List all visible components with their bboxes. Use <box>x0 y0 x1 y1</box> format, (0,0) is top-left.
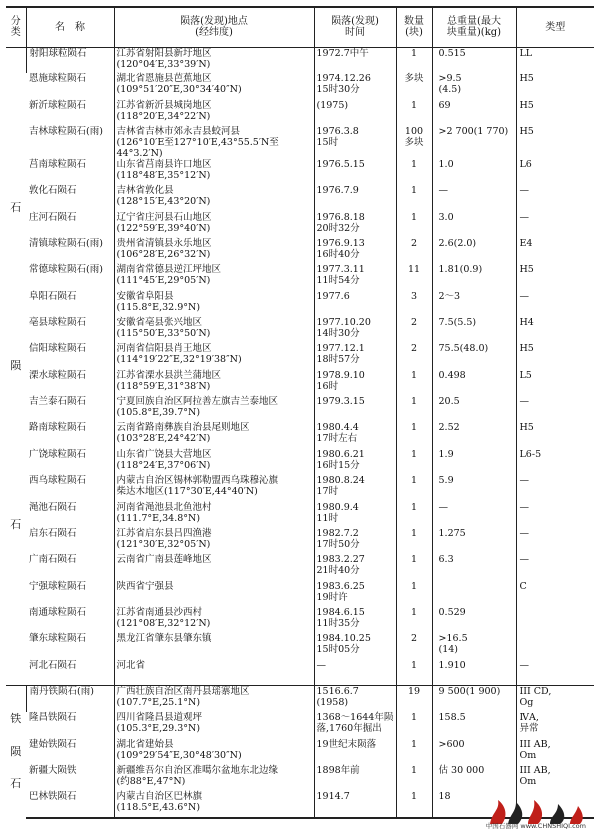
cell-name: 常德球粒陨石(雨) <box>29 264 103 276</box>
cell-weight: — <box>432 185 516 211</box>
cell-weight: >16.5 (14) <box>432 633 516 659</box>
cell-weight: >2 700(1 770) <box>432 126 516 159</box>
cell-type: L6 <box>516 159 594 185</box>
cell-type: — <box>516 212 594 238</box>
table-row <box>6 554 594 580</box>
header-weight: 总重量(最大 块重量)(kg) <box>432 7 516 47</box>
cell-time: 1977.10.20 14时30分 <box>314 317 396 343</box>
cell-count: 1 <box>396 100 432 126</box>
cell-location: 江苏省新沂县城岗地区 (118°20′E,34°22′N) <box>114 100 314 126</box>
site-watermark <box>482 794 592 832</box>
table-row <box>6 343 594 369</box>
cell-name: 巴林铁陨石 <box>26 791 114 817</box>
cell-time: 1914.7 <box>314 791 396 817</box>
cell-time: 19世纪末陨落 <box>314 739 396 765</box>
table-row <box>6 528 594 554</box>
table-row <box>6 422 594 448</box>
cell-location: 湖北省恩施县芭蕉地区 (109°51′20″E,30°34′40″N) <box>114 73 314 99</box>
cell-location: 贵州省清镇县永乐地区 (106°28′E,26°32′N) <box>114 238 314 264</box>
cell-time: 1980.6.21 16时15分 <box>314 449 396 475</box>
header-location: 陨落(发现)地点 (经纬度) <box>114 7 314 47</box>
table-row <box>6 159 594 185</box>
cell-name: 吉林球粒陨石(雨) <box>29 126 103 138</box>
cell-weight: 0.498 <box>432 370 516 396</box>
cell-name: 启东石陨石 <box>29 527 77 539</box>
cell-location: 山东省广饶县大营地区 (118°24′E,37°06′N) <box>114 449 314 475</box>
cell-weight: 0.515 <box>432 47 516 73</box>
table-row <box>6 317 594 343</box>
cell-time: 1976.3.8 15时 <box>314 126 396 159</box>
cell-weight: 2～3 <box>432 291 516 317</box>
header-category: 分类 <box>6 7 26 47</box>
cell-count: 1 <box>396 212 432 238</box>
cell-weight: 158.5 <box>432 712 516 738</box>
cell-count: 2 <box>396 343 432 369</box>
category-char: 陨 <box>10 359 22 373</box>
cell-type: H5 <box>516 343 594 369</box>
cell-type: L5 <box>516 370 594 396</box>
category-cell <box>6 686 26 818</box>
cell-type: — <box>516 528 594 554</box>
cell-weight: 69 <box>432 100 516 126</box>
header-count: 数量 (块) <box>396 7 432 47</box>
cell-name: 路南球粒陨石 <box>29 422 87 434</box>
cell-weight: — <box>432 502 516 528</box>
cell-type: — <box>516 291 594 317</box>
cell-count: 1 <box>396 791 432 817</box>
cell-time: 1977.6 <box>314 291 396 317</box>
cell-type: H5 <box>516 100 594 126</box>
cell-count: 1 <box>396 370 432 396</box>
cell-weight: 估 30 000 <box>432 765 516 791</box>
cell-count: 19 <box>396 686 432 712</box>
cell-type <box>516 607 594 633</box>
table-row <box>6 238 594 264</box>
table-row <box>6 185 594 211</box>
cell-count: 1 <box>396 554 432 580</box>
table-row <box>6 712 594 738</box>
cell-location: 广西壮族自治区南丹县瑶寨地区 (107.7°E,25.1°N) <box>114 686 314 712</box>
cell-type <box>516 633 594 659</box>
table-row <box>6 660 594 686</box>
cell-count: 1 <box>396 739 432 765</box>
cell-name: 庄河石陨石 <box>29 211 77 223</box>
cell-time: 1368～1644年陨 落,1760年掘出 <box>314 712 396 738</box>
cell-type: H4 <box>516 317 594 343</box>
cell-count: 2 <box>396 317 432 343</box>
cell-time: 1976.5.15 <box>314 159 396 185</box>
cell-name: 宁强球粒陨石 <box>29 580 87 592</box>
table-row <box>6 47 594 73</box>
cell-count: 3 <box>396 291 432 317</box>
cell-count: 1 <box>396 502 432 528</box>
cell-count: 1 <box>396 185 432 211</box>
cell-name: 广南石陨石 <box>29 554 77 566</box>
cell-name: 溧水球粒陨石 <box>29 369 87 381</box>
cell-name: 恩施球粒陨石 <box>29 73 87 85</box>
cell-location: 江苏省射阳县新圩地区 (120°04′E,33°39′N) <box>114 47 314 73</box>
table-row <box>6 686 594 712</box>
table-row <box>6 765 594 791</box>
cell-type: — <box>516 185 594 211</box>
cell-time: 1977.3.11 11时54分 <box>314 264 396 290</box>
cell-location: 吉林省吉林市郊永吉县蛟河县 (126°10′E至127°10′E,43°55.5′N至44°3.2′N) <box>114 126 314 159</box>
cell-name: 亳县球粒陨石 <box>29 317 87 329</box>
cell-location: 江苏省溧水县洪兰蒲地区 (118°59′E,31°38′N) <box>114 370 314 396</box>
cell-name: 肇东球粒陨石 <box>29 633 87 645</box>
cell-location: 内蒙古自治区锡林郭勒盟西乌珠穆沁旗 柴达木地区(117°30′E,44°40′N) <box>114 475 314 501</box>
table-row <box>6 291 594 317</box>
cell-location: 山东省莒南县许口地区 (118°48′E,35°12′N) <box>114 159 314 185</box>
cell-weight: 1.0 <box>432 159 516 185</box>
cell-time: 1980.8.24 17时 <box>314 475 396 501</box>
cell-location: 吉林省敦化县 (128°15′E,43°20′N) <box>114 185 314 211</box>
watermark-text <box>486 823 586 830</box>
cell-time: — <box>314 660 396 686</box>
cell-name: 南通球粒陨石 <box>29 606 87 618</box>
cell-weight: 9 500(1 900) <box>432 686 516 712</box>
cell-time: 1898年前 <box>314 765 396 791</box>
table-row <box>6 475 594 501</box>
cell-time: 1983.6.25 19时许 <box>314 581 396 607</box>
cell-type: III AB, Om <box>516 739 594 765</box>
table-row <box>6 607 594 633</box>
cell-time: 1982.7.2 17时50分 <box>314 528 396 554</box>
cell-time: 1984.10.25 15时05分 <box>314 633 396 659</box>
cell-count: 多块 <box>396 73 432 99</box>
table-row <box>6 502 594 528</box>
cell-weight: 75.5(48.0) <box>432 343 516 369</box>
header-type: 类型 <box>516 7 594 47</box>
table-row <box>6 100 594 126</box>
cell-count: 1 <box>396 660 432 686</box>
cell-location: 河北省 <box>114 660 314 686</box>
table-row <box>6 264 594 290</box>
cell-weight: 2.52 <box>432 422 516 448</box>
cell-time: 1976.7.9 <box>314 185 396 211</box>
cell-location: 云南省广南县莲峰地区 <box>114 554 314 580</box>
cell-type: H5 <box>516 126 594 159</box>
table-row <box>6 396 594 422</box>
cell-time: 1979.3.15 <box>314 396 396 422</box>
cell-type: L6-5 <box>516 449 594 475</box>
cell-name: 阜阳石陨石 <box>29 290 77 302</box>
cell-type: — <box>516 475 594 501</box>
cell-count: 1 <box>396 607 432 633</box>
watermark-cn: 中国石器网 <box>485 822 519 830</box>
cell-location: 江苏省南通县沙西村 (121°08′E,32°12′N) <box>114 607 314 633</box>
cell-weight <box>432 581 516 607</box>
cell-count: 1 <box>396 475 432 501</box>
cell-time: (1975) <box>314 100 396 126</box>
category-char: 陨 <box>10 744 22 758</box>
table-row <box>6 449 594 475</box>
cell-weight: 6.3 <box>432 554 516 580</box>
cell-weight: 7.5(5.5) <box>432 317 516 343</box>
cell-time: 1980.9.4 11时 <box>314 502 396 528</box>
cell-name: 建始铁陨石 <box>29 738 77 750</box>
cell-name: 新沂球粒陨石 <box>29 99 87 111</box>
cell-weight: 2.6(2.0) <box>432 238 516 264</box>
cell-type: H5 <box>516 73 594 99</box>
cell-location: 河南省渑池县北鱼池村 (111.7°E,34.8°N) <box>114 502 314 528</box>
cell-count: 2 <box>396 633 432 659</box>
cell-count: 1 <box>396 396 432 422</box>
cell-location: 四川省隆昌县道观坪 (105.3°E,29.3°N) <box>114 712 314 738</box>
cell-time: 1976.8.18 20时32分 <box>314 212 396 238</box>
category-char: 石 <box>10 201 22 215</box>
cell-location: 内蒙古自治区巴林旗 (118.5°E,43.6°N) <box>114 791 314 817</box>
table-row <box>6 73 594 99</box>
cell-name: 新疆大陨铁 <box>29 764 77 776</box>
cell-type: III AB, Om <box>516 765 594 791</box>
category-char: 石 <box>10 777 22 791</box>
cell-location: 湖北省建始县 (109°29′54″E,30°48′30″N) <box>114 739 314 765</box>
cell-time: 1976.9.13 16时40分 <box>314 238 396 264</box>
meteorite-table <box>6 6 594 819</box>
cell-time: 1977.12.1 18时57分 <box>314 343 396 369</box>
cell-name: 吉兰泰石陨石 <box>29 396 87 408</box>
cell-weight: 1.910 <box>432 660 516 686</box>
cell-type: III CD, Og <box>516 686 594 712</box>
table-row <box>6 581 594 607</box>
table-row <box>6 633 594 659</box>
cell-time: 1980.4.4 17时左右 <box>314 422 396 448</box>
cell-count: 1 <box>396 449 432 475</box>
cell-type: — <box>516 502 594 528</box>
cell-weight: 0.529 <box>432 607 516 633</box>
cell-location: 云南省路南彝族自治县尾则地区 (103°28′E,24°42′N) <box>114 422 314 448</box>
category-char: 铁 <box>10 711 22 725</box>
cell-weight: >9.5 (4.5) <box>432 73 516 99</box>
cell-count: 1 <box>396 528 432 554</box>
cell-time: 1978.9.10 16时 <box>314 370 396 396</box>
cell-type: E4 <box>516 238 594 264</box>
cell-location: 湖南省常德县逆江坪地区 (111°45′E,29°05′N) <box>114 264 314 290</box>
table-row <box>6 212 594 238</box>
category-cell <box>6 47 26 686</box>
cell-name: 广饶球粒陨石 <box>29 448 87 460</box>
cell-type: ⅣA, 异常 <box>516 712 594 738</box>
cell-type: — <box>516 554 594 580</box>
cell-location: 宁夏回族自治区阿拉善左旗吉兰泰地区 (105.8°E,39.7°N) <box>114 396 314 422</box>
cell-location: 辽宁省庄河县石山地区 (122°59′E,39°40′N) <box>114 212 314 238</box>
cell-weight: 20.5 <box>432 396 516 422</box>
cell-type: C <box>516 581 594 607</box>
cell-time: 1516.6.7 (1958) <box>314 686 396 712</box>
cell-location: 安徽省阜阳县 (115.8°E,32.9°N) <box>114 291 314 317</box>
cell-type: LL <box>516 47 594 73</box>
cell-count: 1 <box>396 712 432 738</box>
cell-count: 1 <box>396 159 432 185</box>
table-header-row <box>6 7 594 47</box>
cell-location: 陕西省宁强县 <box>114 581 314 607</box>
cell-count: 1 <box>396 581 432 607</box>
cell-name: 清镇球粒陨石(雨) <box>29 238 103 250</box>
cell-weight: 1.275 <box>432 528 516 554</box>
watermark-url: www.CHNSHIQI.com <box>520 822 586 830</box>
cell-weight: 5.9 <box>432 475 516 501</box>
cell-weight: 18 <box>432 791 516 817</box>
cell-location: 黑龙江省肇东县肇东镇 <box>114 633 314 659</box>
cell-count: 1 <box>396 47 432 73</box>
cell-name: 渑池石陨石 <box>29 501 77 513</box>
cell-time: 1972.7中午 <box>314 47 396 73</box>
cell-location: 河南省信阳县肖王地区 (114°19′22″E,32°19′38″N) <box>114 343 314 369</box>
cell-name: 南丹铁陨石(雨) <box>26 686 114 712</box>
header-name: 名 称 <box>26 7 114 47</box>
header-time: 陨落(发现) 时间 <box>314 7 396 47</box>
cell-name: 西乌球粒陨石 <box>29 475 87 487</box>
cell-time: 1984.6.15 11时35分 <box>314 607 396 633</box>
table-row <box>6 370 594 396</box>
cell-time: 1983.2.27 21时40分 <box>314 554 396 580</box>
cell-name: 敦化石陨石 <box>29 185 77 197</box>
cell-name: 信阳球粒陨石 <box>29 343 87 355</box>
cell-count: 11 <box>396 264 432 290</box>
cell-location: 江苏省启东县吕四渔港 (121°30′E,32°05′N) <box>114 528 314 554</box>
cell-count: 1 <box>396 765 432 791</box>
cell-count: 2 <box>396 238 432 264</box>
cell-name: 射阳球粒陨石 <box>26 47 114 73</box>
cell-weight: 1.9 <box>432 449 516 475</box>
cell-location: 新疆维吾尔自治区准噶尔盆地东北边缘 (约88°E,47°N) <box>114 765 314 791</box>
cell-type: — <box>516 396 594 422</box>
cell-type: — <box>516 660 594 686</box>
table-row <box>6 739 594 765</box>
cell-weight: 3.0 <box>432 212 516 238</box>
cell-count: 100 多块 <box>396 126 432 159</box>
cell-location: 安徽省亳县张兴地区 (115°50′E,33°50′N) <box>114 317 314 343</box>
cell-type: H5 <box>516 264 594 290</box>
cell-weight: >600 <box>432 739 516 765</box>
table-row <box>6 126 594 159</box>
cell-count: 1 <box>396 422 432 448</box>
cell-name: 隆昌铁陨石 <box>29 712 77 724</box>
category-char: 石 <box>10 517 22 531</box>
cell-weight: 1.81(0.9) <box>432 264 516 290</box>
cell-name: 河北石陨石 <box>29 659 77 671</box>
cell-type: H5 <box>516 422 594 448</box>
cell-time: 1974.12.26 15时30分 <box>314 73 396 99</box>
cell-name: 莒南球粒陨石 <box>29 159 87 171</box>
